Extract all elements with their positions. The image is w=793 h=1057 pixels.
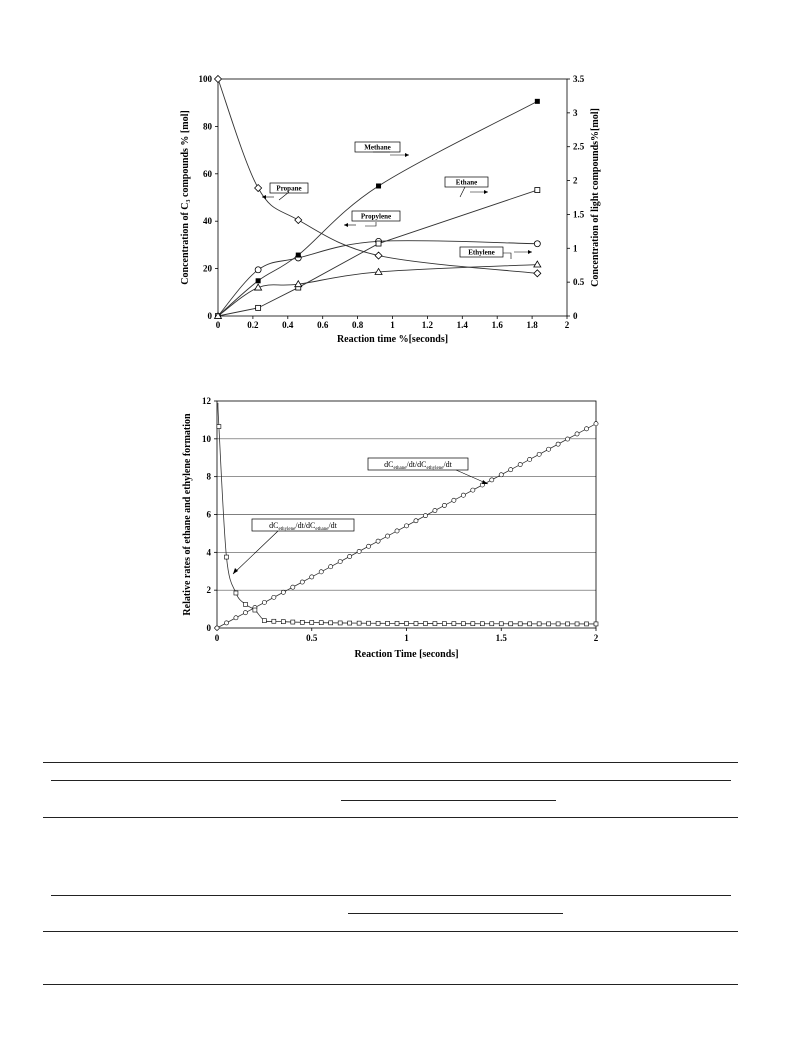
- point-ethane-ratio: [243, 611, 247, 615]
- label-part: dC: [269, 521, 279, 530]
- point-propane-shape: [295, 217, 302, 224]
- x-tick-label: 0: [215, 320, 221, 330]
- point-ethylene-ratio: [594, 622, 598, 626]
- point-propane: [534, 270, 541, 277]
- point-ethylene-shape: [534, 261, 541, 267]
- point-methane-shape: [535, 99, 540, 104]
- point-ethylene-ratio: [357, 621, 361, 625]
- x-tick-label: 1: [404, 633, 409, 643]
- point-ethane-ratio: [442, 503, 446, 507]
- y-left-tick-label: 0: [207, 311, 212, 321]
- point-ethane-ratio: [499, 473, 503, 477]
- y-axis-title: Relative rates of ethane and ethylene formation: [182, 413, 193, 616]
- point-methane: [535, 99, 540, 104]
- point-ethylene-ratio: [471, 622, 475, 626]
- point-ethylene-ratio: [405, 621, 409, 625]
- point-ethane-ratio: [433, 508, 437, 512]
- y-right-tick-label: 1.5: [573, 209, 585, 220]
- point-ethane-ratio: [414, 519, 418, 523]
- point-methane: [256, 278, 261, 283]
- point-ethane-ratio: [338, 560, 342, 564]
- point-ethane-ratio: [584, 427, 588, 431]
- y-left-tick-label: 100: [198, 74, 212, 84]
- axis-arrow-head: [528, 250, 532, 254]
- table-rule: [51, 895, 731, 896]
- point-ethane-ratio: [395, 529, 399, 533]
- point-ethane-ratio: [556, 442, 560, 446]
- point-propane: [375, 252, 382, 259]
- point-ethane-shape: [256, 305, 261, 310]
- point-ethylene-ratio: [575, 622, 579, 626]
- x-tick-label: 2: [593, 633, 599, 643]
- x-tick-label: 1: [390, 320, 395, 330]
- y-left-tick-label: 20: [203, 263, 212, 274]
- x-tick-label: 0: [214, 633, 220, 643]
- point-ethane-ratio: [376, 539, 380, 543]
- point-propane: [215, 76, 222, 83]
- point-ethane-ratio: [537, 452, 541, 456]
- table-rule: [43, 931, 738, 932]
- table-rule: [43, 762, 738, 763]
- x-tick-label: 1.2: [421, 320, 434, 330]
- point-ethane-ratio: [528, 457, 532, 461]
- empty-table: [43, 760, 738, 990]
- table-rule: [341, 800, 556, 801]
- point-ethane-ratio: [234, 616, 238, 620]
- label-part: /dt/dC: [406, 460, 427, 469]
- point-ethane-ratio: [291, 585, 295, 589]
- point-ethylene-ratio: [386, 621, 390, 625]
- y-left-tick-label: 60: [203, 168, 212, 179]
- point-ethane-ratio: [509, 468, 513, 472]
- x-tick-label: 0.6: [317, 320, 329, 330]
- point-ethylene-ratio: [537, 622, 541, 626]
- point-ethylene-ratio: [348, 621, 352, 625]
- point-ethane-ratio: [490, 478, 494, 482]
- point-propane-shape: [255, 185, 262, 192]
- point-methane-shape: [376, 183, 381, 188]
- point-ethylene-ratio: [547, 622, 551, 626]
- point-ethylene-ratio: [461, 622, 465, 626]
- label-leader: [503, 253, 511, 259]
- point-ethane-ratio: [518, 462, 522, 466]
- point-ethylene-ratio: [376, 621, 380, 625]
- x-tick-label: 0.5: [306, 633, 318, 643]
- series-line-methane: [218, 101, 537, 316]
- point-ethylene-ratio: [217, 425, 221, 429]
- table-rule: [348, 913, 563, 914]
- point-propane-shape: [375, 252, 382, 259]
- y-tick-label: 12: [202, 396, 211, 406]
- point-ethylene-ratio: [480, 622, 484, 626]
- x-tick-label: 1.6: [491, 320, 503, 330]
- y-right-axis-title: Concentration of light compounds%[mol]: [590, 108, 601, 287]
- point-ethane-ratio: [272, 595, 276, 599]
- y-right-tick-label: 3: [573, 107, 578, 118]
- series-line-ethylene-ratio: [218, 403, 596, 624]
- point-ethane-ratio: [452, 498, 456, 502]
- point-ethylene-ratio: [423, 622, 427, 626]
- axis-arrow-head: [344, 223, 348, 227]
- label-leader: [460, 187, 465, 197]
- y-tick-label: 4: [206, 547, 211, 558]
- axis-arrow-head: [405, 153, 409, 157]
- point-ethylene-ratio: [234, 591, 238, 595]
- y-right-tick-label: 1: [573, 243, 578, 254]
- point-ethane-ratio: [404, 524, 408, 528]
- point-ethane-ratio: [461, 493, 465, 497]
- x-axis-title: Reaction time %[seconds]: [336, 334, 449, 345]
- point-ethylene-ratio: [281, 620, 285, 624]
- point-ethylene-ratio: [566, 622, 570, 626]
- label-part: /dt: [443, 460, 452, 469]
- point-ethylene-ratio: [452, 622, 456, 626]
- annotation-ethylene-arrow-head: [233, 568, 238, 574]
- point-ethylene-ratio: [499, 622, 503, 626]
- point-ethylene-ratio: [272, 619, 276, 623]
- point-ethylene: [534, 261, 541, 267]
- point-ethane-ratio: [594, 422, 598, 426]
- point-ethane: [535, 188, 540, 193]
- point-ethylene-ratio: [224, 555, 228, 559]
- y-left-tick-label: 40: [203, 216, 212, 227]
- table-rule: [51, 780, 731, 781]
- x-tick-label: 0.8: [351, 320, 364, 330]
- y-right-tick-label: 0.5: [573, 277, 585, 288]
- point-propane: [255, 185, 262, 192]
- point-ethane-ratio: [357, 549, 361, 553]
- x-tick-label: 0.4: [282, 320, 294, 330]
- point-methane-shape: [256, 278, 261, 283]
- point-ethane-ratio: [224, 621, 228, 625]
- point-ethane-ratio: [281, 590, 285, 594]
- label-leader: [365, 222, 376, 226]
- point-ethane-ratio: [329, 565, 333, 569]
- point-ethylene-ratio: [528, 622, 532, 626]
- series-label-ethylene: Ethylene: [468, 248, 495, 257]
- point-ethane-ratio: [367, 544, 371, 548]
- axis-arrow-head: [484, 190, 488, 194]
- y-right-tick-label: 0: [573, 311, 578, 321]
- table-rule: [43, 984, 738, 985]
- point-ethane-ratio: [547, 447, 551, 451]
- point-propylene: [534, 241, 540, 247]
- point-ethylene-ratio: [262, 619, 266, 623]
- series-label-ethane: Ethane: [455, 178, 478, 187]
- point-propylene-shape: [255, 267, 261, 273]
- point-ethylene-ratio: [518, 622, 522, 626]
- x-tick-label: 0.2: [247, 320, 259, 330]
- point-ethane-ratio: [319, 570, 323, 574]
- point-ethane-shape: [376, 241, 381, 246]
- y-tick-label: 0: [206, 623, 211, 633]
- series-label-methane: Methane: [364, 143, 391, 152]
- point-ethane: [256, 305, 261, 310]
- point-propylene: [255, 267, 261, 273]
- series-label-propane: Propane: [276, 184, 302, 193]
- y-right-tick-label: 2: [573, 175, 578, 186]
- x-tick-label: 1.4: [456, 320, 468, 330]
- point-ethylene-ratio: [556, 622, 560, 626]
- point-ethylene-ratio: [442, 622, 446, 626]
- label-part: ethane: [315, 527, 329, 532]
- y-right-tick-label: 2.5: [573, 141, 585, 152]
- x-tick-label: 1.8: [526, 320, 538, 330]
- point-ethylene-ratio: [509, 622, 513, 626]
- x-tick-label: 2: [564, 320, 570, 330]
- point-ethane-ratio: [565, 437, 569, 441]
- point-methane: [376, 183, 381, 188]
- series-label-propylene: Propylene: [360, 212, 392, 221]
- point-ethylene-ratio: [395, 621, 399, 625]
- label-part: ethylene: [426, 466, 444, 471]
- point-ethane-ratio: [310, 575, 314, 579]
- label-part: ethylene: [278, 527, 296, 532]
- point-ethylene-ratio: [319, 621, 323, 625]
- point-methane: [296, 253, 301, 258]
- point-ethylene-ratio: [329, 621, 333, 625]
- point-ethylene-ratio: [338, 621, 342, 625]
- point-ethane: [376, 241, 381, 246]
- x-axis-title: Reaction Time [seconds]: [354, 649, 459, 660]
- point-ethane-ratio: [385, 534, 389, 538]
- y-right-tick-label: 3.5: [573, 74, 585, 84]
- point-ethane-ratio: [262, 600, 266, 604]
- y-tick-label: 2: [206, 585, 211, 596]
- point-ethylene-ratio: [300, 620, 304, 624]
- x-tick-label: 1.5: [495, 633, 507, 643]
- label-part: dC: [384, 460, 394, 469]
- y-tick-label: 10: [202, 433, 211, 444]
- point-ethane-ratio: [215, 626, 219, 630]
- point-ethane-ratio: [471, 488, 475, 492]
- label-part: ethane: [393, 466, 407, 471]
- point-ethylene-ratio: [585, 622, 589, 626]
- point-ethane-shape: [535, 188, 540, 193]
- table-rule: [43, 817, 738, 818]
- point-methane-shape: [296, 253, 301, 258]
- point-ethylene-ratio: [310, 621, 314, 625]
- point-ethane-ratio: [575, 432, 579, 436]
- point-propane-shape: [534, 270, 541, 277]
- point-ethylene-ratio: [433, 622, 437, 626]
- point-ethylene-ratio: [291, 620, 295, 624]
- point-ethane-ratio: [423, 514, 427, 518]
- point-ethylene-ratio: [490, 622, 494, 626]
- point-ethane-ratio: [348, 554, 352, 558]
- point-ethylene-ratio: [243, 602, 247, 606]
- point-ethylene-ratio: [253, 608, 257, 612]
- y-tick-label: 8: [206, 471, 211, 482]
- y-tick-label: 6: [206, 509, 211, 520]
- y-left-tick-label: 80: [203, 121, 212, 132]
- point-ethylene-ratio: [367, 621, 371, 625]
- label-part: /dt: [328, 521, 337, 530]
- point-ethylene-ratio: [414, 622, 418, 626]
- point-ethane-ratio: [300, 580, 304, 584]
- label-part: /dt/dC: [295, 521, 316, 530]
- point-propane: [295, 217, 302, 224]
- y-left-axis-title: Concentration of C₃ compounds % [mol]: [180, 110, 191, 285]
- point-propane-shape: [215, 76, 222, 83]
- point-propylene-shape: [534, 241, 540, 247]
